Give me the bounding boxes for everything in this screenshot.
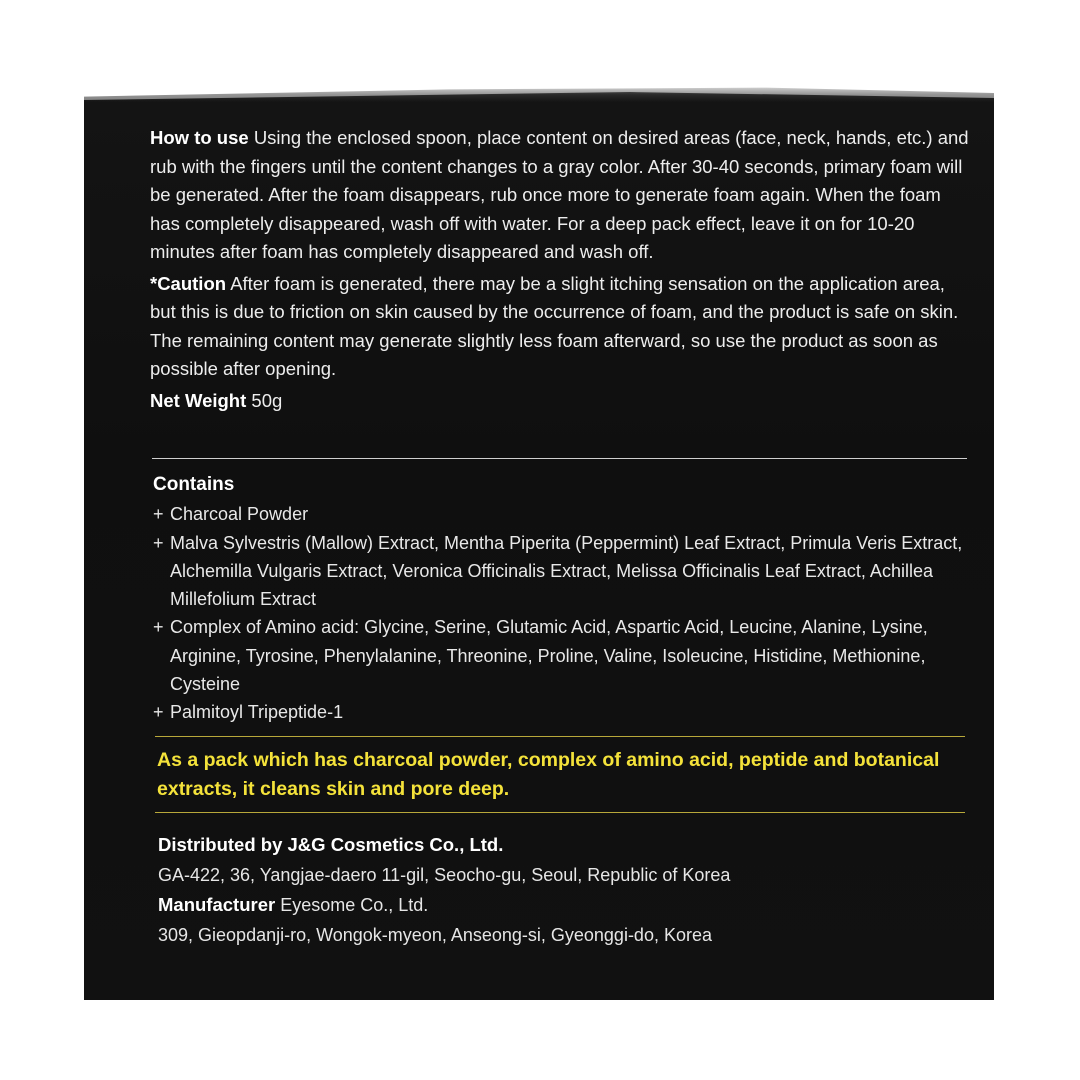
caution-text: After foam is generated, there may be a slight itching sensation on the application area, but this is due to friction on skin caused by the occurrence of foam, and the product is safe on skin. [150, 272, 959, 322]
distributor-label: Distributed by J&G Cosmetics Co., Ltd. [158, 834, 504, 855]
plus-marker: + [153, 702, 164, 723]
how-to-use-text: Using the enclosed spoon, place content on desired areas (face, neck, hands, etc.) and rub with the fingers until the content changes to a gray color. After 30-40 seconds, primary foam will be generated. After the foam disappears, rub once more to generate foam again. When the foam has completely disappeared, wash off with water. For a deep pack effect, leave it on for 10-20 minutes after foam has completely disappeared and wash off. [150, 127, 969, 262]
ingredient-item [153, 500, 973, 528]
ingredient-text: Charcoal Powder [170, 504, 309, 525]
ingredient-text: Malva Sylvestris (Mallow) Extract, Mentha Piperita (Peppermint) Leaf Extract, Primula Veris Extract, Alchemilla Vulgaris Extract, Veronica Officinalis Extract, Melissa Officinalis Leaf Extract, Achillea Millefolium Extract [170, 532, 963, 610]
section-divider [152, 458, 967, 459]
caution-note: The remaining content may generate slightly less foam afterward, so use the product as soon as possible after opening. [150, 329, 938, 379]
ingredient-text: Complex of Amino acid: Glycine, Serine, Glutamic Acid, Aspartic Acid, Leucine, Alanine, Lysine, Arginine, Tyrosine, Phenylalanine, Threonine, Proline, Valine, Isoleucine, Histidine, Methionine, Cysteine [170, 617, 928, 695]
net-weight-value: 50g [251, 389, 283, 411]
manufacturer-name: Eyesome Co., Ltd. [280, 895, 429, 915]
plus-marker: + [153, 617, 164, 638]
highlight-statement: As a pack which has charcoal powder, complex of amino acid, peptide and botanical extracts, it cleans skin and pore deep. [157, 749, 940, 800]
manufacturer-line [158, 890, 978, 920]
ingredient-item [153, 613, 973, 698]
net-weight-label: Net Weight [150, 389, 247, 411]
highlight-top-rule [155, 736, 965, 737]
manufacturer-address: 309, Gieopdanji-ro, Wongok-myeon, Anseong-si, Gyeonggi-do, Korea [158, 925, 712, 945]
net-weight [150, 387, 970, 416]
usage-section [150, 124, 970, 415]
plus-marker: + [153, 532, 164, 553]
box-top-edge [84, 84, 994, 102]
ingredient-text: Palmitoyl Tripeptide-1 [170, 702, 344, 723]
company-info [158, 830, 978, 950]
how-to-use-label: How to use [150, 127, 249, 148]
distributor-address: GA-422, 36, Yangjae-daero 11-gil, Seocho-gu, Seoul, Republic of Korea [158, 865, 731, 885]
contains-section [153, 471, 973, 727]
highlight-bottom-rule [155, 812, 965, 813]
caution-paragraph [150, 270, 970, 384]
how-to-use-paragraph [150, 124, 970, 267]
manufacturer-label: Manufacturer [158, 894, 276, 915]
caution-label: *Caution [150, 272, 227, 294]
plus-marker: + [153, 504, 164, 525]
ingredient-item [153, 698, 973, 726]
contains-heading: Contains [153, 474, 235, 495]
ingredient-item [153, 529, 973, 614]
